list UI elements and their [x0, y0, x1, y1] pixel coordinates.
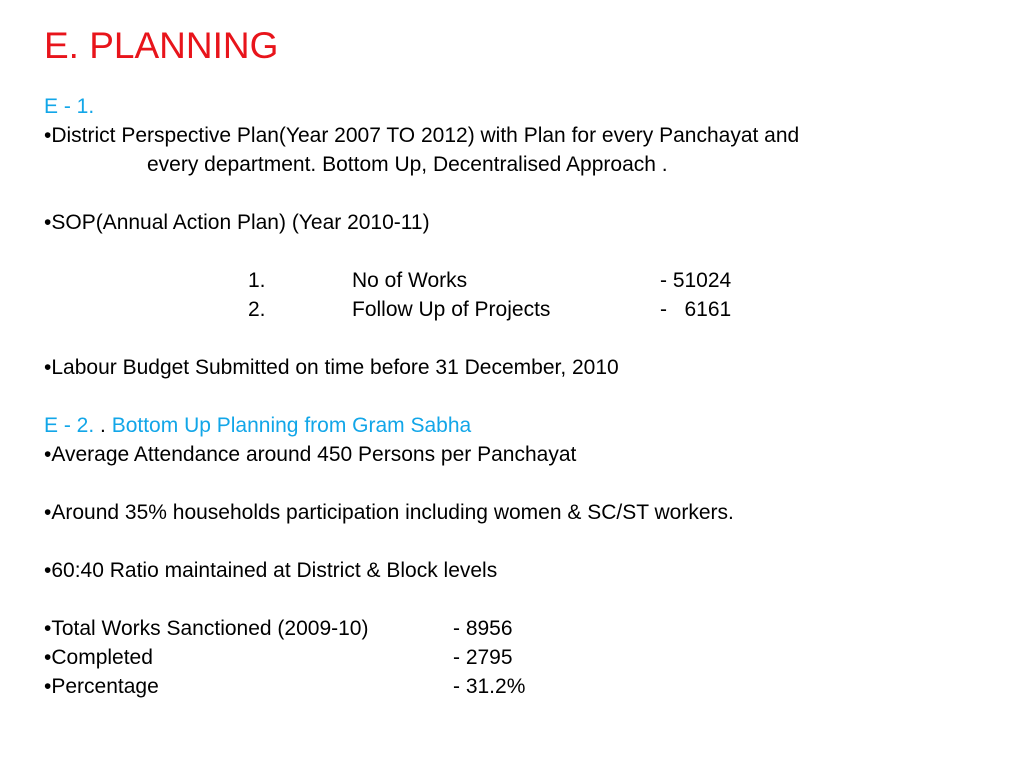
stat-value: - 2795: [453, 646, 513, 669]
sop-item-label: Follow Up of Projects: [352, 298, 551, 321]
stat-label: •Completed: [44, 646, 153, 669]
section-e1-heading: E - 1.: [44, 95, 95, 118]
bullet-attendance: •Average Attendance around 450 Persons per Panchayat: [44, 443, 577, 466]
sop-item-value: - 6161: [660, 298, 732, 321]
stat-value: - 31.2%: [453, 675, 526, 698]
section-e2-prefix: E - 2.: [44, 414, 95, 437]
sop-item-number: 2.: [248, 298, 266, 321]
bullet-district-plan-line1: •District Perspective Plan(Year 2007 TO 2012) with Plan for every Panchayat and: [44, 124, 800, 147]
bullet-participation: •Around 35% households participation including women & SC/ST workers.: [44, 501, 734, 524]
bullet-sop: •SOP(Annual Action Plan) (Year 2010-11): [44, 211, 430, 234]
sop-item-value: - 51024: [660, 269, 732, 292]
bullet-district-plan-line2: every department. Bottom Up, Decentralised Approach .: [147, 153, 668, 176]
slide-title: E. PLANNING: [44, 25, 279, 66]
bullet-ratio: •60:40 Ratio maintained at District & Block levels: [44, 559, 498, 582]
section-e2-title: Bottom Up Planning from Gram Sabha: [111, 414, 472, 437]
sop-item-number: 1.: [248, 269, 266, 292]
stat-label: •Percentage: [44, 675, 159, 698]
stat-label: •Total Works Sanctioned (2009-10): [44, 617, 369, 640]
section-e2-dot: .: [94, 414, 112, 437]
stat-value: - 8956: [453, 617, 513, 640]
section-e2-heading: [44, 413, 471, 439]
bullet-labour-budget: •Labour Budget Submitted on time before 31 December, 2010: [44, 356, 619, 379]
sop-item-label: No of Works: [352, 269, 468, 292]
